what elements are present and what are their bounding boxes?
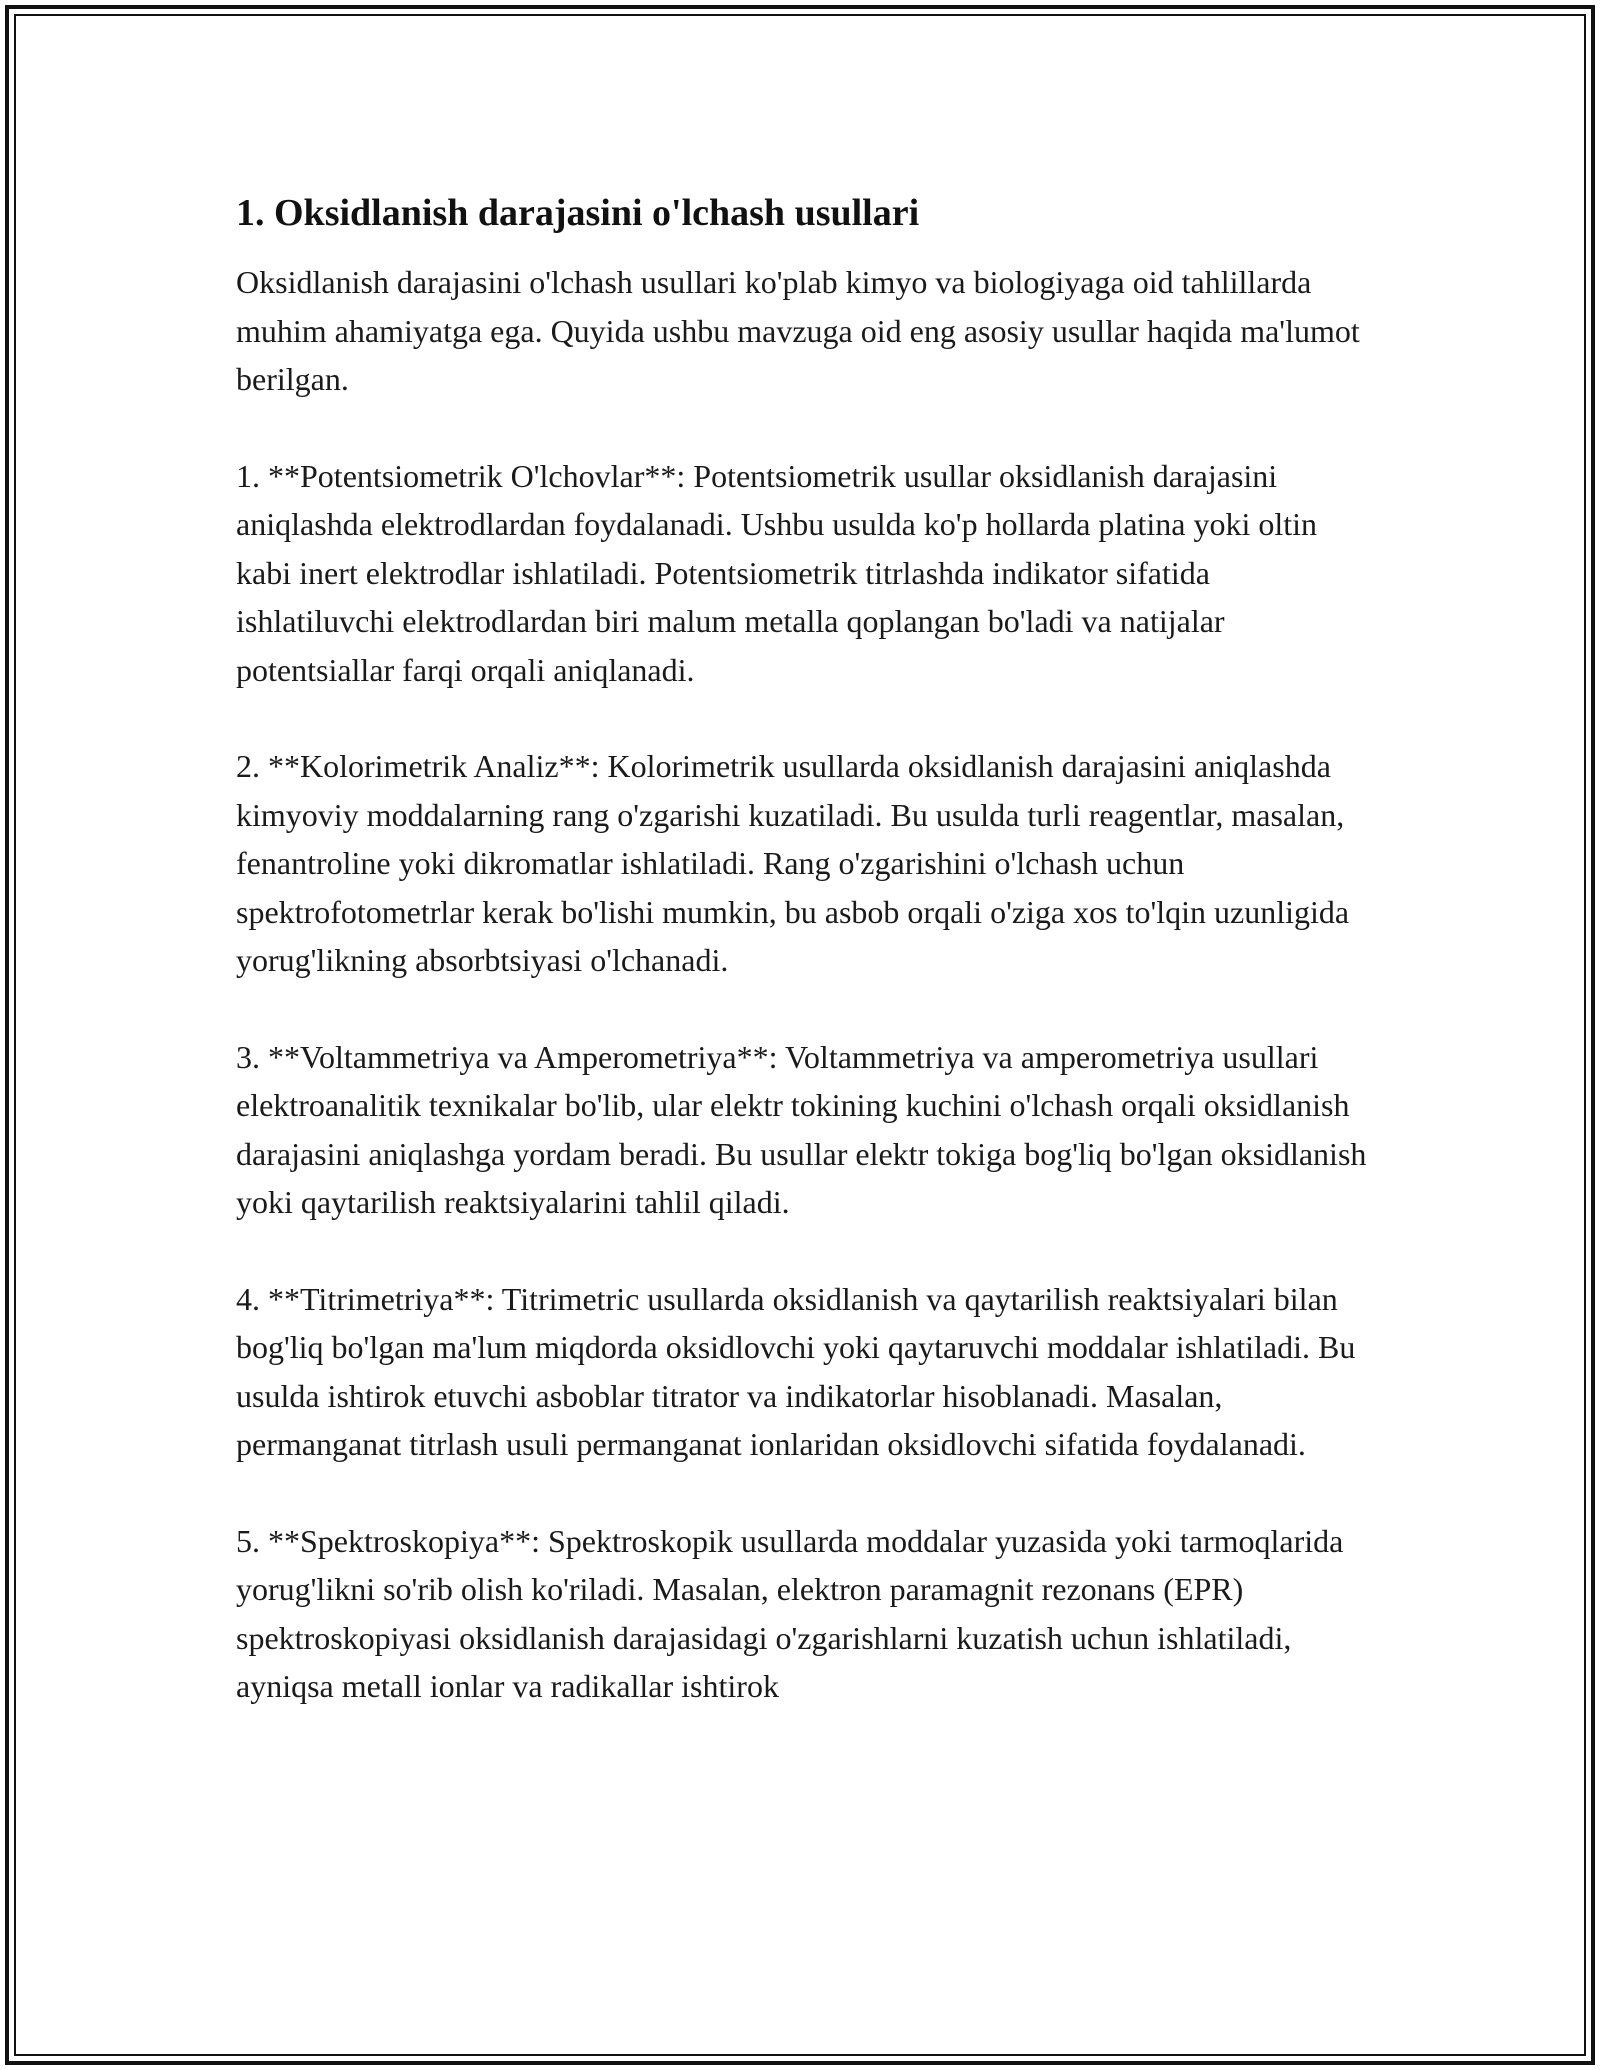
paragraph-kolorimetrik: 2. **Kolorimetrik Analiz**: Kolorimetrik usullarda oksidlanish darajasini aniqlashda kimyoviy moddalarning rang o'zgarishi kuzatiladi. Bu usulda turli reagentlar, masalan, fenantroline yoki dikromatlar ishlatiladi. Rang o'zgarishini o'lchash uchun spektrofotometrlar kerak bo'lishi mumkin, bu asbob orqali o'ziga xos to'lqin uzunligida yorug'likning absorbtsiyasi o'lchanadi. — [236, 748, 1350, 978]
paragraph-voltammetriya: 3. **Voltammetriya va Amperometriya**: Voltammetriya va amperometriya usullari elektroanalitik texnikalar bo'lib, ular elektr tokining kuchini o'lchash orqali oksidlanish darajasini aniqlashga yordam beradi. Bu usullar elektr tokiga bog'liq bo'lgan oksidlanish yoki qaytarilish reaktsiyalarini tahlil qiladi. — [236, 1038, 1367, 1220]
section-title: 1. Oksidlanish darajasini o'lchash usullari — [236, 192, 920, 234]
paragraph-titrimetriya: 4. **Titrimetriya**: Titrimetric usullarda oksidlanish va qaytarilish reaktsiyalari bilan bog'liq bo'lgan ma'lum miqdorda oksidlovchi yoki qaytaruvchi moddalar ishlatiladi. Bu usulda ishtirok etuvchi asboblar titrator va indikatorlar hisoblanadi. Masalan, permanganat titrlash usuli permanganat ionlaridan oksidlovchi sifatida foydalanadi. — [236, 1280, 1356, 1462]
paragraph-spektroskopiya: 5. **Spektroskopiya**: Spektroskopik usullarda moddalar yuzasida yoki tarmoqlarida yorug'likni so'rib olish ko'riladi. Masalan, elektron paramagnit rezonans (EPR) spektroskopiyasi oksidlanish darajasidagi o'zgarishlarni kuzatish uchun ishlatiladi, ayniqsa metall ionlar va radikallar ishtirok — [236, 1522, 1344, 1704]
paragraph-potentsiometrik: 1. **Potentsiometrik O'lchovlar**: Potentsiometrik usullar oksidlanish darajasini aniqlashda elektrodlardan foydalanadi. Ushbu usulda ko'p hollarda platina yoki oltin kabi inert elektrodlar ishlatiladi. Potentsiometrik titrlashda indikator sifatida ishlatiluvchi elektrodlardan biri malum metalla qoplangan bo'ladi va natijalar potentsiallar farqi orqali aniqlanadi. — [236, 457, 1318, 688]
intro-paragraph: Oksidlanish darajasini o'lchash usullari ko'plab kimyo va biologiyaga oid tahlillarda muhim ahamiyatga ega. Quyida ushbu mavzuga oid eng asosiy usullar haqida ma'lumot berilgan. — [236, 264, 1360, 397]
document-body — [236, 186, 1376, 1759]
